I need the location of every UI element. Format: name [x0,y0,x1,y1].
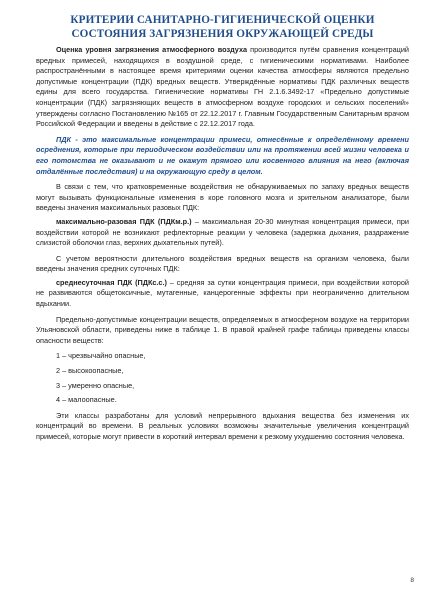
list-item: 4 – малоопасные. [56,395,117,405]
paragraph-text: – средняя за сутки концентрация примеси, при воздействии которой не развиваются общетоксичные, мутагенные, канцерогенные эффекты при неограниченно длительном вдыхании. [36,277,409,309]
pdk-definition: ПДК - это максимальные концентрации примеси, отнесённые к определённому времени осреднения, которые при периодическом воздействии или на протяжении всей жизни человека и его потомства не оказывают и не окажут прямого или косвенного влияния на него (включая отдалённые последствия) и на окружающую среду в целом. [36,134,409,176]
document-body [36,45,409,443]
paragraph-text: – максимальная 20-30 минутная концентрация примеси, при воздействии которой не возникают рефлекторные реакции у человека (задержка дыхания, раздражение слизистой оболочки глаз, верхних дыхательных путей). [36,216,409,248]
term-daily-average-pdk: среднесуточная ПДК (ПДКс.с.) [56,277,167,287]
paragraph-max-single [36,217,409,249]
paragraph-text: производится путём сравнения концентраций вредных примесей, находящихся в воздушной среде, с гигиеническими нормативами. Наиболее распространёнными в настоящее время критериями оценки качества атмосферы являются предельно допустимые концентрации (ПДК) вредных веществ. Утверждённые нормативы ПДК различных веществ едины для всего государства. Гигиенические нормативы ГН 2.1.6.3492-17 «Предельно допустимые концентрации (ПДК) загрязняющих веществ в атмосферном воздухе городских и сельских поселений» утверждены согласно Постановлению №165 от 22.12.2017 г. Главным Государственным Санитарным врачом Российской Федерации и введены в действие с 22.12.2017 года. [36,45,409,129]
paragraph-assessment [36,45,409,130]
paragraph-ulyanovsk: Предельно-допустимые концентрации веществ, определяемых в атмосферном воздухе на территории Ульяновской области, приведены ниже в таблице 1. В правой крайней графе таблицы приведены классы опасности веществ: [36,314,409,345]
page-number: 8 [410,577,414,584]
list-item: 2 – высокоопасные, [56,366,124,376]
paragraph-conditions: Эти классы разработаны для условий непрерывного вдыхания вещества без изменения их концентраций во времени. В реальных условиях возможны значительные увеличения концентраций примесей, которые могут привести в короткий интервал времени к резкому ухудшению состояния человека. [36,410,409,441]
list-item: 1 – чрезвычайно опасные, [56,351,146,361]
term-max-single-pdk: максимально-разовая ПДК (ПДКм.р.) [56,216,192,226]
paragraph-short-term: В связи с тем, что кратковременные воздействия не обнаруживаемых по запаху вредных веществ могут вызывать функциональные изменения в коре головного мозга и зрительном анализаторе, были введены значения максимальных разовых ПДК: [36,182,409,213]
page-title: КРИТЕРИИ САНИТАРНО-ГИГИЕНИЧЕСКОЙ ОЦЕНКИ СОСТОЯНИЯ ЗАГРЯЗНЕНИЯ ОКРУЖАЮЩЕЙ СРЕДЫ [70,14,375,40]
paragraph-long-term: С учетом вероятности длительного воздействия вредных веществ на организм человека, были введены значения средних суточных ПДК: [36,253,409,274]
paragraph-lead: Оценка уровня загрязнения атмосферного воздуха [56,45,248,54]
hazard-class-list [36,351,409,405]
list-item: 3 – умеренно опасные, [56,380,135,390]
paragraph-daily-average [36,278,409,310]
